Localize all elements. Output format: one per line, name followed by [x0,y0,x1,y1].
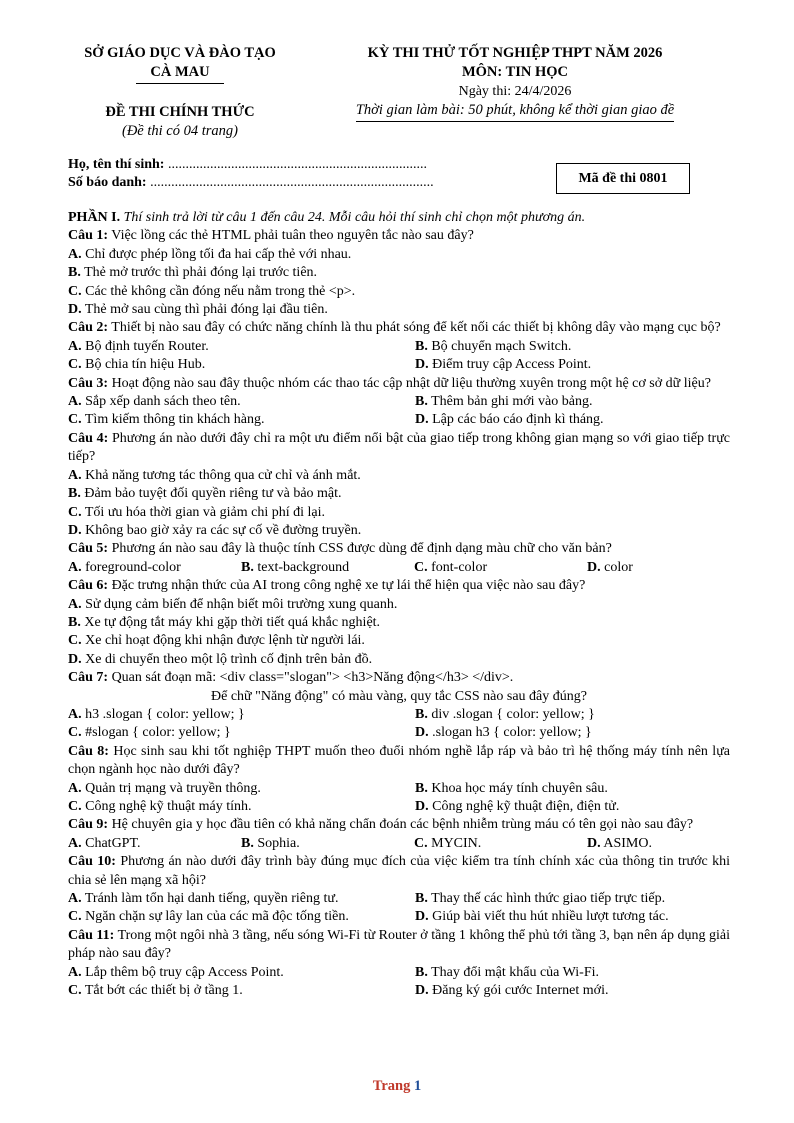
option[interactable]: B. Sophia. [241,835,300,851]
page-footer [0,1078,794,1095]
option[interactable]: D. Không bao giờ xảy ra các sự cố về đường truyền. [68,522,362,538]
option[interactable]: B. Thẻ mở trước thì phải đóng lại trước tiên. [68,265,318,281]
option[interactable]: D. Lập các báo cáo định kì tháng. [415,412,604,428]
id-label: Số báo danh: [68,175,147,190]
question-5: Câu 5: Phương án nào sau đây là thuộc tính CSS được dùng để định dạng màu chữ cho văn bản? A. foreground-color B. text-background C. font-color D. color [68,540,730,577]
question-4: Câu 4: Phương án nào dưới đây chỉ ra một ưu điểm nổi bật của giao tiếp trong không gian mạng so với giao tiếp trực tiếp? A. Khả năng tương tác thông qua cử chỉ và ánh mắt. B. Đảm bảo tuyệt đối quyền riêng tư và bảo mật. C. Tối ưu hóa thời gian và giảm chi phí đi lại. D. Không bao giờ xảy ra các sự cố về đường truyền. [68,430,730,540]
exam-duration: Thời gian làm bài: 50 phút, không kể thời gian giao đề [356,101,674,122]
option[interactable]: C. Các thẻ không cần đóng nếu nằm trong thẻ <p>. [68,283,356,299]
org-province: CÀ MAU [136,63,223,84]
header-left [60,44,300,141]
option[interactable]: A. Sắp xếp danh sách theo tên. [68,394,241,410]
question-8: Câu 8: Học sinh sau khi tốt nghiệp THPT muốn theo đuổi nhóm nghề lắp ráp và bảo trì hệ thống máy tính nên lựa chọn ngành học nào dưới đây? A. Quản trị mạng và truyền thông. B. Khoa học máy tính chuyên sâu. C. Công nghệ kỹ thuật máy tính. D. Công nghệ kỹ thuật điện, điện tử. [68,743,730,817]
question-1: Câu 1: Việc lồng các thẻ HTML phải tuân theo nguyên tắc nào sau đây? A. Chỉ được phép lồng tối đa hai cấp thẻ với nhau. B. Thẻ mở trước thì phải đóng lại trước tiên. C. Các thẻ không cần đóng nếu nằm trong thẻ <p>. D. Thẻ mở sau cùng thì phải đóng lại đầu tiên. [68,227,730,319]
option[interactable]: B. text-background [241,559,350,575]
question-11: Câu 11: Trong một ngôi nhà 3 tầng, nếu sóng Wi-Fi từ Router ở tầng 1 không thể phủ tới tầng 3, bạn nên áp dụng giải pháp nào sau đây? A. Lắp thêm bộ truy cập Access Point. B. Thay đổi mật khẩu của Wi-Fi. C. Tắt bớt các thiết bị ở tầng 1. D. Đăng ký gói cước Internet mới. [68,927,730,1001]
option[interactable]: A. Bộ định tuyến Router. [68,338,209,354]
option[interactable]: C. MYCIN. [414,835,482,851]
option[interactable]: D. Điểm truy cập Access Point. [415,357,592,373]
option[interactable]: D. Thẻ mở sau cùng thì phải đóng lại đầu tiên. [68,302,328,318]
option[interactable]: A. Lắp thêm bộ truy cập Access Point. [68,964,284,980]
option[interactable]: C. Bộ chia tín hiệu Hub. [68,357,206,373]
option[interactable]: C. Tắt bớt các thiết bị ở tầng 1. [68,983,243,999]
question-2: Câu 2: Thiết bị nào sau đây có chức năng chính là thu phát sóng để kết nối các thiết bị không dây vào mạng cục bộ? A. Bộ định tuyến Router. B. Bộ chuyển mạch Switch. C. Bộ chia tín hiệu Hub. D. Điểm truy cập Access Point. [68,319,730,374]
option[interactable]: A. h3 .slogan { color: yellow; } [68,706,245,722]
option[interactable]: B. div .slogan { color: yellow; } [415,706,595,722]
option[interactable]: C. Xe chỉ hoạt động khi nhận được lệnh từ người lái. [68,633,365,649]
exam-title: KỲ THI THỬ TỐT NGHIỆP THPT NĂM 2026 [367,45,663,61]
option[interactable]: B. Xe tự động tắt máy khi gặp thời tiết quá khắc nghiệt. [68,614,381,630]
option[interactable]: A. Tránh làm tổn hại danh tiếng, quyền riêng tư. [68,891,339,907]
id-field[interactable]: ................................................................................. [146,175,434,190]
option[interactable]: D. .slogan h3 { color: yellow; } [415,725,592,741]
option[interactable]: B. Bộ chuyển mạch Switch. [415,338,572,354]
section-heading: PHẦN I. Thí sinh trả lời từ câu 1 đến câu 24. Mỗi câu hỏi thí sinh chỉ chọn một phương án. [68,210,586,225]
header-right [300,44,730,122]
option[interactable]: C. Ngăn chặn sự lây lan của các mã độc tống tiền. [68,909,349,925]
org-name: SỞ GIÁO DỤC VÀ ĐÀO TẠO [84,45,276,61]
questions-section [68,209,730,1000]
option[interactable]: A. Quản trị mạng và truyền thông. [68,780,261,796]
name-field[interactable]: .......................................................................... [164,157,427,172]
option[interactable]: B. Thay đổi mật khẩu của Wi-Fi. [415,964,600,980]
option[interactable]: C. Công nghệ kỹ thuật máy tính. [68,799,252,814]
question-7: Câu 7: Quan sát đoạn mã: <div class="slogan"> <h3>Năng động</h3> </div>. Để chữ "Năng động" có màu vàng, quy tắc CSS nào sau đây đúng? A. h3 .slogan { color: yellow; } B. div .slogan { color: yellow; } C. #slogan { color: yellow; } D. .slogan h3 { color: yellow; } [68,669,730,743]
option[interactable]: B. Thay thế các hình thức giao tiếp trực tiếp. [415,891,666,907]
option[interactable]: A. foreground-color [68,559,181,575]
option[interactable]: C. Tìm kiếm thông tin khách hàng. [68,412,265,428]
option[interactable]: D. color [587,559,633,575]
question-6: Câu 6: Đặc trưng nhận thức của AI trong công nghệ xe tự lái thể hiện qua việc nào sau đây? A. Sử dụng cảm biến để nhận biết môi trường xung quanh. B. Xe tự động tắt máy khi gặp thời tiết quá khắc nghiệt. C. Xe chỉ hoạt động khi nhận được lệnh từ người lái. D. Xe di chuyển theo một lộ trình cố định trên bản đồ. [68,577,730,669]
option[interactable]: C. #slogan { color: yellow; } [68,725,231,741]
option[interactable]: C. font-color [414,559,488,575]
page-label: Trang [372,1078,411,1094]
name-label: Họ, tên thí sinh: [68,157,165,172]
option[interactable]: D. Xe di chuyển theo một lộ trình cố định trên bản đồ. [68,651,373,667]
option[interactable]: A. Khả năng tương tác thông qua cử chỉ và ánh mắt. [68,467,361,483]
option[interactable]: D. ASIMO. [587,835,652,851]
option[interactable]: D. Đăng ký gói cước Internet mới. [415,983,609,999]
exam-date: Ngày thi: 24/4/2026 [458,84,572,99]
option[interactable]: B. Đảm bảo tuyệt đối quyền riêng tư và bảo mật. [68,486,342,502]
option[interactable]: A. ChatGPT. [68,835,141,851]
page-number: 1 [413,1078,422,1094]
option[interactable]: B. Khoa học máy tính chuyên sâu. [415,780,608,796]
question-10: Câu 10: Phương án nào dưới đây trình bày đúng mục đích của việc kiểm tra tính chính xác của thông tin trước khi chia sẻ lên mạng xã hội? A. Tránh làm tổn hại danh tiếng, quyền riêng tư. B. Thay thế các hình thức giao tiếp trực tiếp. C. Ngăn chặn sự lây lan của các mã độc tống tiền. D. Giúp bài viết thu hút nhiều lượt tương tác. [68,853,730,927]
option[interactable]: D. Công nghệ kỹ thuật điện, điện tử. [415,799,620,814]
doc-type: ĐỀ THI CHÍNH THỨC [105,104,255,120]
exam-code-box: Mã đề thi 0801 [556,163,690,194]
pages-note: (Đề thi có 04 trang) [122,123,238,139]
question-9: Câu 9: Hệ chuyên gia y học đầu tiên có khả năng chẩn đoán các bệnh nhiễm trùng máu có tên gọi nào sau đây? A. ChatGPT. B. Sophia. C. MYCIN. D. ASIMO. [68,816,730,853]
option[interactable]: B. Thêm bản ghi mới vào bảng. [415,394,593,410]
exam-subject: MÔN: TIN HỌC [461,64,569,80]
option[interactable]: C. Tối ưu hóa thời gian và giảm chi phí đi lại. [68,504,325,520]
option[interactable]: D. Giúp bài viết thu hút nhiều lượt tương tác. [415,909,669,925]
question-3: Câu 3: Hoạt động nào sau đây thuộc nhóm các thao tác cập nhật dữ liệu thường xuyên trong một hệ cơ sở dữ liệu? A. Sắp xếp danh sách theo tên. B. Thêm bản ghi mới vào bảng. C. Tìm kiếm thông tin khách hàng. D. Lập các báo cáo định kì tháng. [68,375,730,430]
candidate-info [68,156,434,192]
option[interactable]: A. Chỉ được phép lồng tối đa hai cấp thẻ với nhau. [68,246,352,262]
option[interactable]: A. Sử dụng cảm biến để nhận biết môi trường xung quanh. [68,596,398,612]
